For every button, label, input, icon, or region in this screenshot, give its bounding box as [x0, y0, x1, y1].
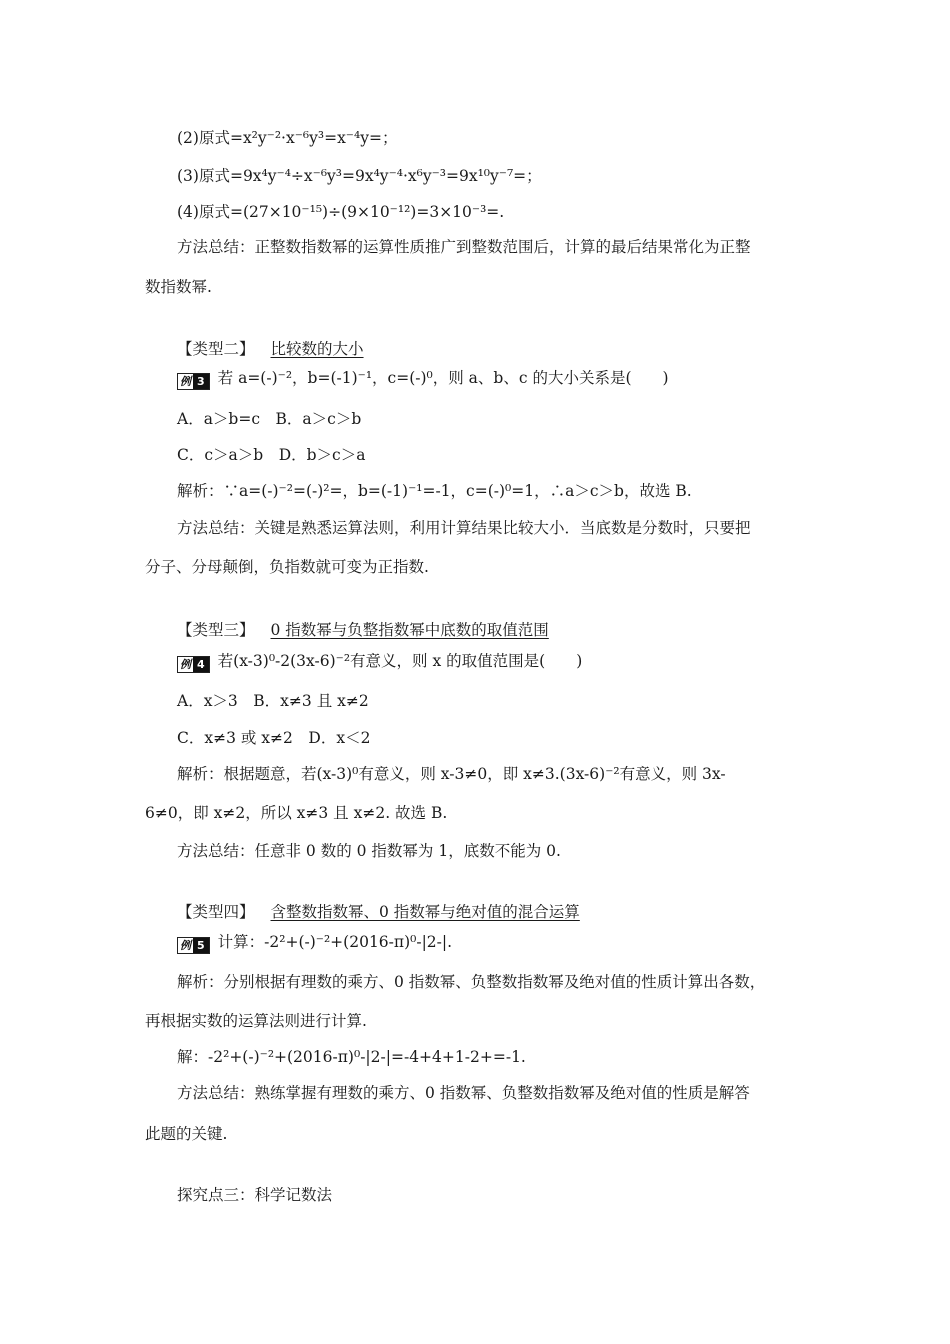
- solution-line-3: (3)原式=9x⁴y⁻⁴÷x⁻⁶y³=9x⁴y⁻⁴·x⁶y⁻³=9x¹⁰y⁻⁷=；: [177, 167, 542, 185]
- type3-tag: 【类型三】: [177, 621, 255, 639]
- type4-heading: [177, 902, 580, 922]
- example-4-options-ab: A．x＞3 B．x≠3 且 x≠2: [177, 692, 369, 710]
- type4-tag: 【类型四】: [177, 903, 255, 921]
- example-3-summary-cont: 分子、分母颠倒，负指数就可变为正指数.: [145, 558, 429, 576]
- method-summary-1-cont: 数指数幂.: [145, 278, 212, 296]
- section-heading-3: 探究点三：科学记数法: [177, 1186, 333, 1204]
- type2-tag: 【类型二】: [177, 340, 255, 358]
- example-badge-3: 例 3: [177, 373, 210, 390]
- example-badge-5: 例 5: [177, 937, 210, 954]
- example-4-analysis: 解析：根据题意，若(x-3)⁰有意义，则 x-3≠0，即 x≠3.(3x-6)⁻²有意义，则 3x-: [177, 765, 726, 783]
- example-3-analysis: 解析：∵a=(-)⁻²=(-)²=，b=(-1)⁻¹=-1，c=(-)⁰=1，∴a＞c＞b，故选 B.: [177, 482, 692, 500]
- type3-heading: [177, 620, 549, 640]
- type4-title: 含整数指数幂、0 指数幂与绝对值的混合运算: [270, 903, 580, 921]
- type3-title: 0 指数幂与负整指数幂中底数的取值范围: [270, 621, 549, 639]
- type2-title: 比较数的大小: [270, 340, 364, 358]
- example-4-options-cd: C．x≠3 或 x≠2 D．x＜2: [177, 729, 371, 747]
- example-badge-4: 例 4: [177, 656, 210, 673]
- example-5-question-line: [177, 932, 452, 954]
- example-5-summary-cont: 此题的关键.: [145, 1125, 228, 1143]
- example-3-options-ab: A．a＞b=c B．a＞c＞b: [177, 410, 362, 428]
- example-5-summary: 方法总结：熟练掌握有理数的乘方、0 指数幂、负整数指数幂及绝对值的性质是解答: [177, 1084, 750, 1102]
- solution-line-2: (2)原式=x²y⁻²·x⁻⁶y³=x⁻⁴y=；: [177, 129, 398, 147]
- example-3-question-line: [177, 368, 669, 390]
- example-5-solution: 解：-2²+(-)⁻²+(2016-π)⁰-|2-|=-4+4+1-2+=-1.: [177, 1048, 526, 1066]
- example-4-question-line: [177, 651, 582, 673]
- solution-line-4: (4)原式=(27×10⁻¹⁵)÷(9×10⁻¹²)=3×10⁻³=.: [177, 203, 505, 221]
- example-3-options-cd: C．c＞a＞b D．b＞c＞a: [177, 446, 366, 464]
- example-4-question: 若(x-3)⁰-2(3x-6)⁻²有意义，则 x 的取值范围是( ): [217, 652, 583, 670]
- example-5-analysis: 解析：分别根据有理数的乘方、0 指数幂、负整数指数幂及绝对值的性质计算出各数，: [177, 973, 766, 991]
- example-4-analysis-cont: 6≠0，即 x≠2，所以 x≠3 且 x≠2. 故选 B.: [145, 804, 448, 822]
- type2-heading: [177, 339, 364, 359]
- example-4-summary: 方法总结：任意非 0 数的 0 指数幂为 1，底数不能为 0.: [177, 842, 561, 860]
- method-summary-1: 方法总结：正整数指数幂的运算性质推广到整数范围后，计算的最后结果常化为正整: [177, 238, 751, 256]
- example-3-question: 若 a=(-)⁻²，b=(-1)⁻¹，c=(-)⁰，则 a、b、c 的大小关系是( ): [217, 369, 669, 387]
- example-3-summary: 方法总结：关键是熟悉运算法则，利用计算结果比较大小．当底数是分数时，只要把: [177, 519, 751, 537]
- example-5-analysis-cont: 再根据实数的运算法则进行计算.: [145, 1012, 367, 1030]
- example-5-question: 计算：-2²+(-)⁻²+(2016-π)⁰-|2-|.: [217, 933, 453, 951]
